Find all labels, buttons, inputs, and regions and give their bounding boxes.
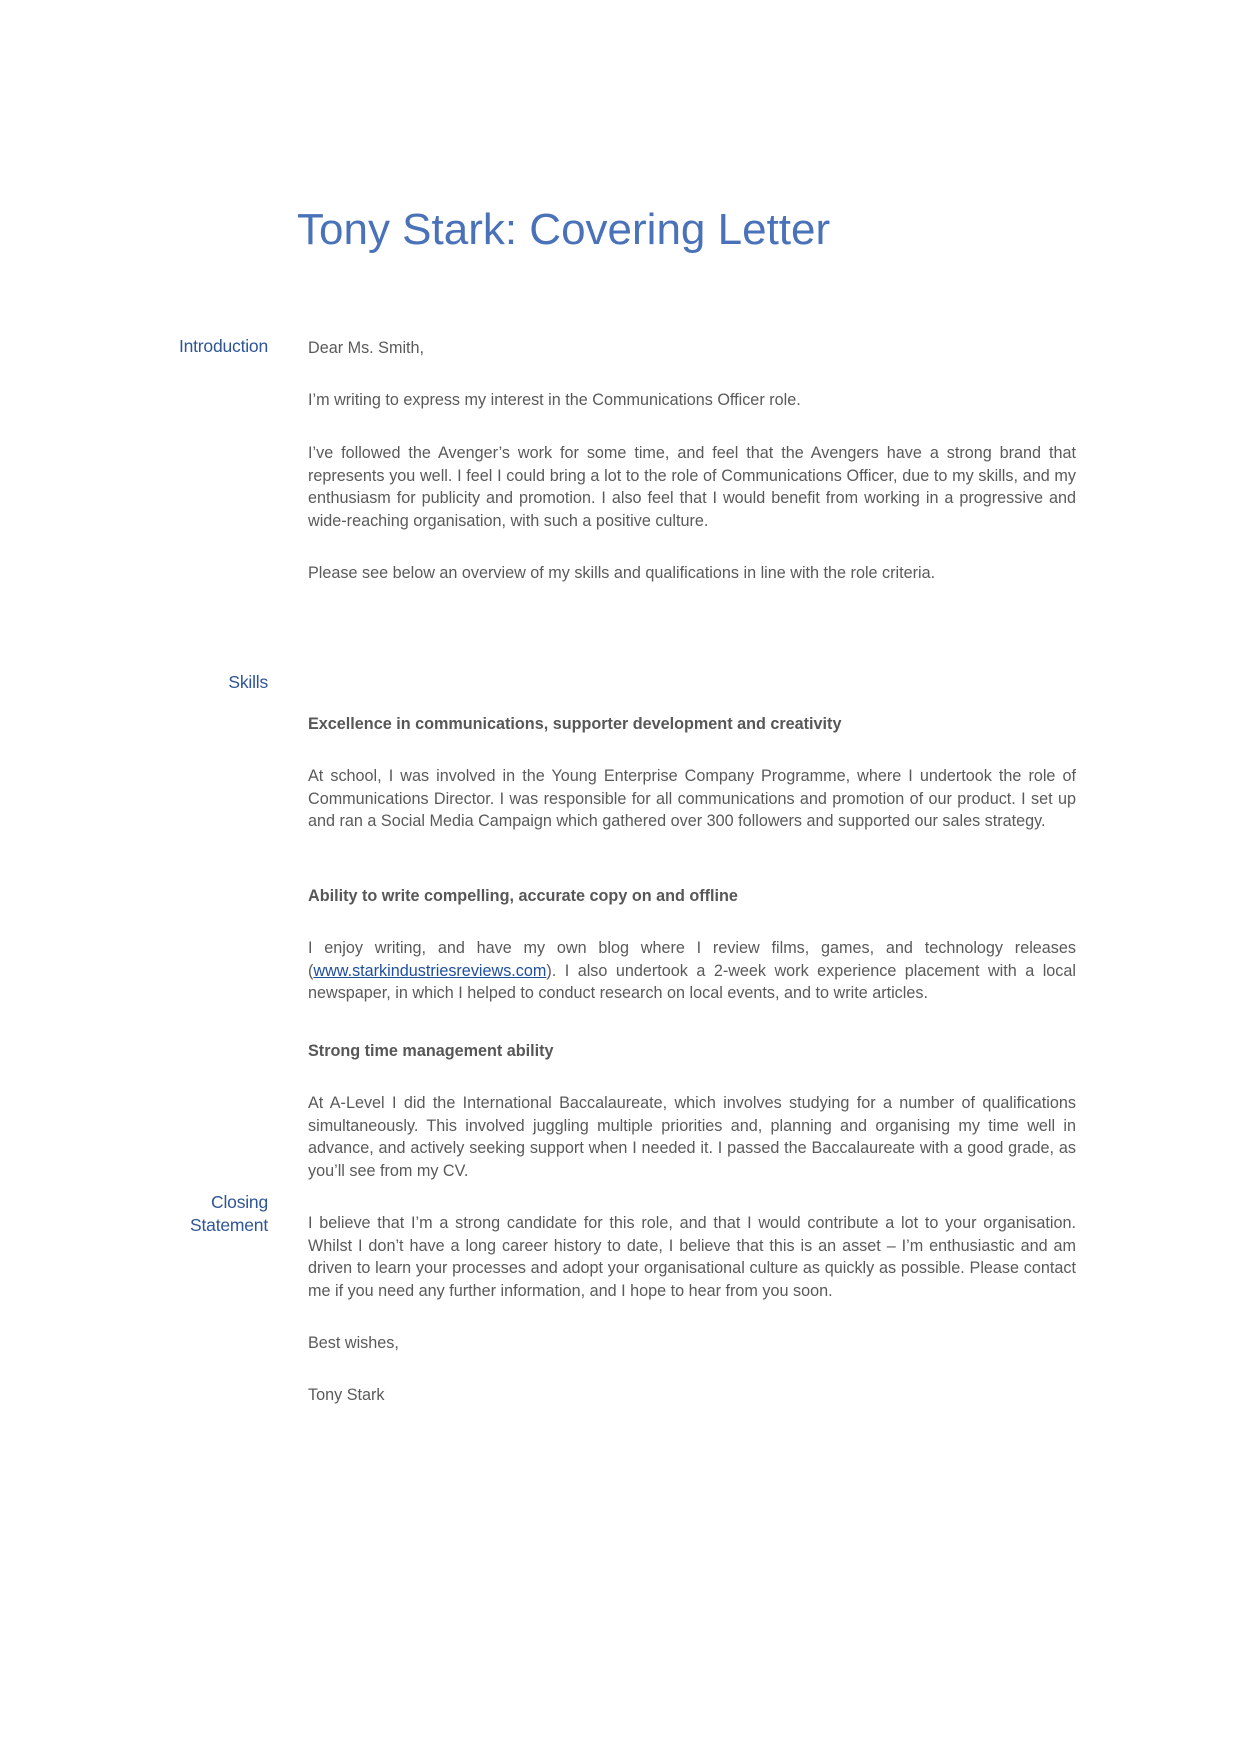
skill-heading-time-management: Strong time management ability — [308, 1042, 554, 1060]
signoff: Best wishes, — [308, 1334, 399, 1352]
intro-paragraph-1: I’m writing to express my interest in the Communications Officer role. — [308, 391, 801, 409]
section-label-closing-line2: Statement — [190, 1215, 268, 1235]
writing-text-before: I enjoy writing, and have my own blog where I review films, games, and technology releases ( — [308, 939, 1076, 980]
section-label-skills: Skills — [228, 672, 268, 692]
salutation: Dear Ms. Smith, — [308, 339, 425, 357]
skill-heading-writing: Ability to write compelling, accurate copy on and offline — [308, 887, 738, 905]
skill-paragraph-time-management: At A-Level I did the International Baccalaureate, which involves studying for a number of qualifications simultaneously. This involved juggling multiple priorities and, planning and organising my time well in advance, and actively seeking support when I needed it. I passed the Baccalaureate with a good grade, as you’ll see from my CV. — [308, 1094, 1076, 1181]
section-label-closing-line1: Closing — [211, 1192, 268, 1212]
closing-paragraph: I believe that I’m a strong candidate for this role, and that I would contribute a lot to your organisation. Whilst I don’t have a long career history to date, I believe that this is an asset – I’m enthusiastic and am driven to learn your processes and adopt your organisational culture as quickly as possible. Please contact me if you need any further information, and I hope to hear from you soon. — [308, 1214, 1076, 1301]
intro-paragraph-2: I’ve followed the Avenger’s work for some time, and feel that the Avengers have a strong brand that represents you well. I feel I could bring a lot to the role of Communications Officer, due to my skills, and my enthusiasm for publicity and promotion. I also feel that I would benefit from working in a progressive and wide-reaching organisation, with such a positive culture. — [308, 444, 1076, 531]
skill-paragraph-writing — [308, 937, 1076, 1005]
blog-link[interactable]: www.starkindustriesreviews.com — [313, 961, 547, 980]
writing-text-after: ). I also undertook a 2-week work experience placement with a local newspaper, in which I helped to conduct research on local events, and to write articles. — [308, 961, 1076, 1003]
signature: Tony Stark — [308, 1386, 385, 1404]
skill-heading-communications: Excellence in communications, supporter development and creativity — [308, 715, 842, 733]
section-label-closing — [190, 1191, 268, 1237]
page-title: Tony Stark: Covering Letter — [297, 205, 831, 254]
section-label-introduction: Introduction — [178, 336, 268, 356]
skill-paragraph-communications: At school, I was involved in the Young Enterprise Company Programme, where I undertook the role of Communications Director. I was responsible for all communications and promotion of our product. I set up and ran a Social Media Campaign which gathered over 300 followers and supported our sales strategy. — [308, 767, 1076, 831]
intro-paragraph-3: Please see below an overview of my skills and qualifications in line with the role criteria. — [308, 564, 936, 582]
